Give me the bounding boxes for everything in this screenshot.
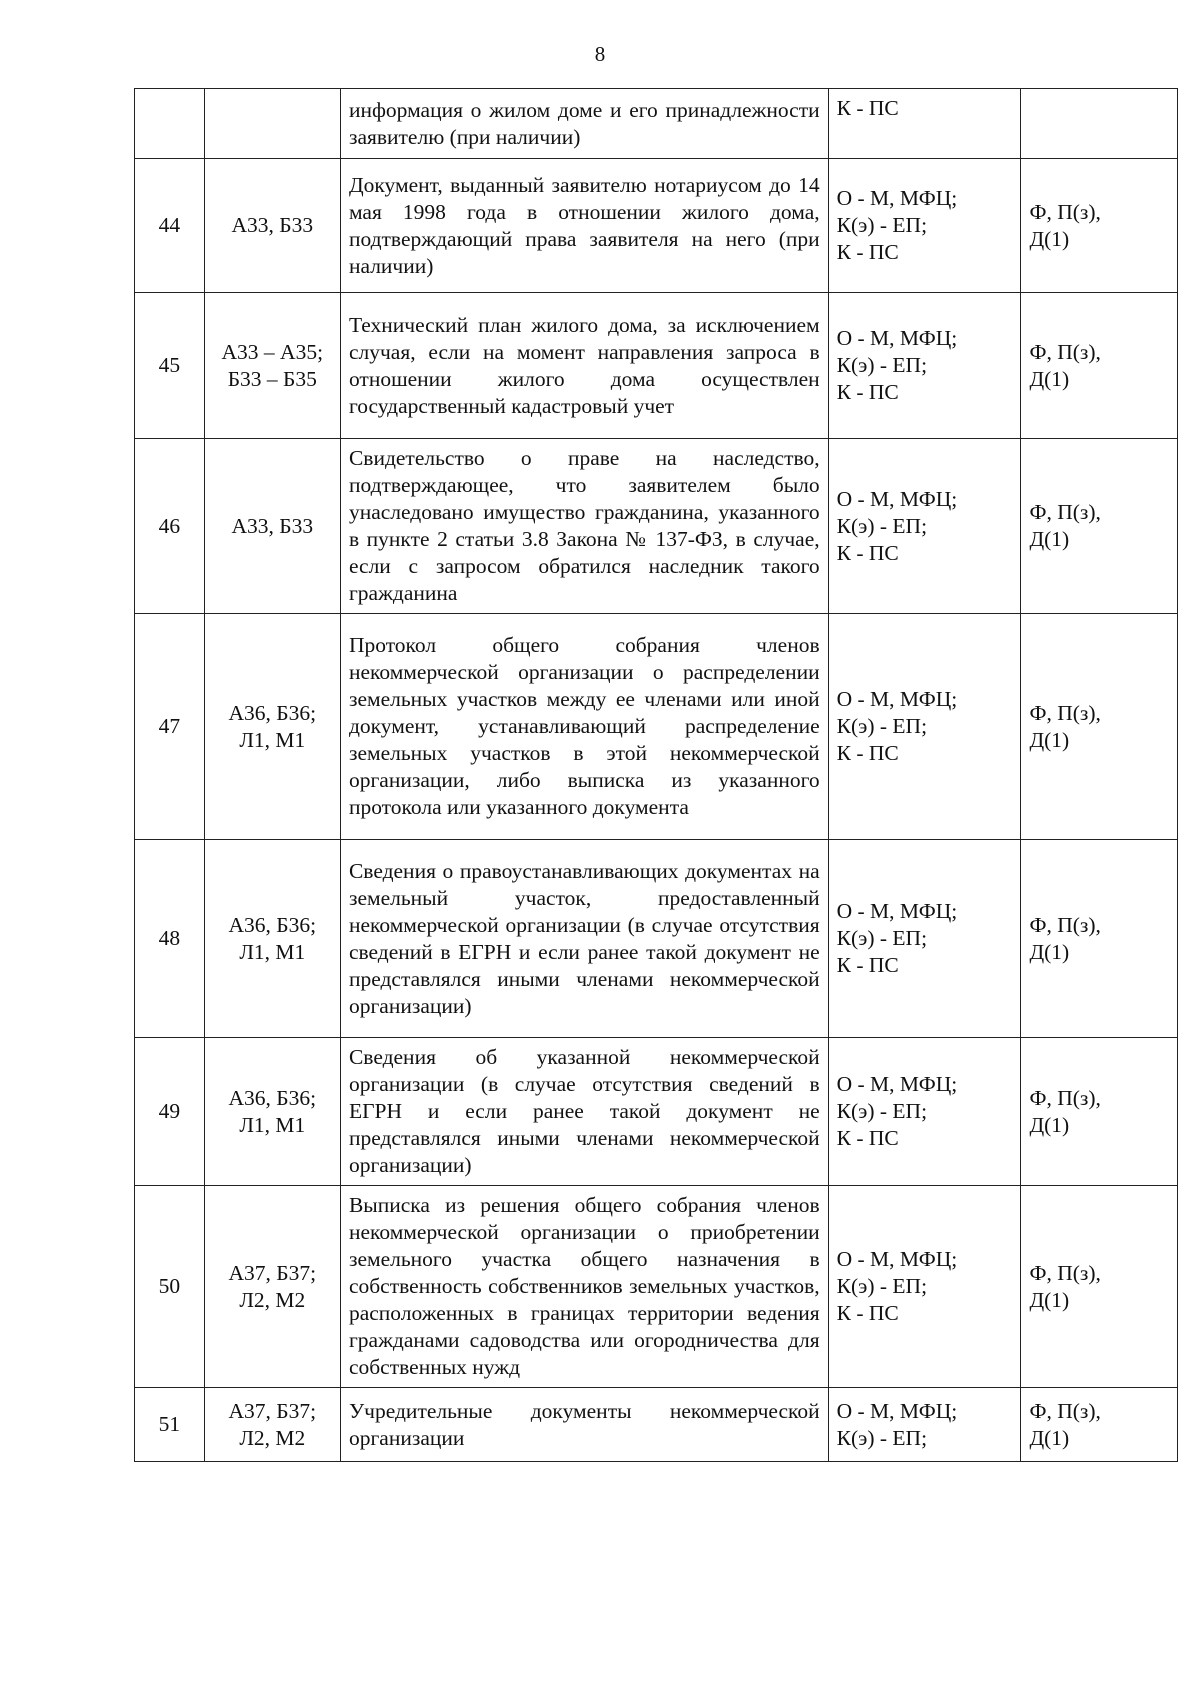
row-code	[204, 614, 340, 840]
code-line: А33, Б33	[231, 513, 314, 538]
row-document-type	[1021, 439, 1178, 614]
row-document-type	[1021, 1038, 1178, 1186]
row-description: Технический план жилого дома, за исключением случая, если на момент направления запроса в отношении жилого дома осуществлен государственный кадастровый учет	[340, 293, 828, 439]
row-description: Свидетельство о праве на наследство, подтверждающее, что заявителем было унаследовано имущество гражданина, указанного в пункте 2 статьи 3.8 Закона № 137-ФЗ, в случае, если с запросом обратился наследник такого гражданина	[340, 439, 828, 614]
form-line: К - ПС	[836, 1301, 899, 1325]
code-line: А37, Б37;	[228, 1260, 317, 1285]
row-description: Протокол общего собрания членов некоммерческой организации о распределении земельных участков между ее членами или иной документ, устанавливающий распределение земельных участков в этой некоммерческой организации, либо выписка из указанного протокола или указанного документа	[340, 614, 828, 840]
type-line: Д(1)	[1029, 527, 1070, 551]
type-line: Д(1)	[1029, 1112, 1070, 1137]
table-row	[135, 89, 1178, 159]
row-submission-form	[828, 1388, 1021, 1462]
table-row	[135, 1186, 1178, 1388]
row-number: 45	[135, 293, 205, 439]
row-number	[135, 89, 205, 159]
form-line: О - М, МФЦ;	[836, 687, 958, 711]
row-number: 51	[135, 1388, 205, 1462]
table-row	[135, 1038, 1178, 1186]
code-line: Б33 – Б35	[227, 366, 317, 391]
table-row	[135, 293, 1178, 439]
table-row	[135, 1388, 1178, 1462]
form-line: К - ПС	[836, 240, 899, 264]
form-line: К(э) - ЕП;	[836, 714, 928, 738]
row-code	[204, 840, 340, 1038]
type-line: Ф, П(з),	[1029, 1398, 1101, 1423]
form-line: К(э) - ЕП;	[836, 513, 928, 538]
row-code	[204, 159, 340, 293]
type-line: Д(1)	[1029, 366, 1070, 391]
type-line: Д(1)	[1029, 1425, 1070, 1450]
form-line: О - М, МФЦ;	[836, 326, 958, 350]
form-line: О - М, МФЦ;	[836, 1072, 958, 1096]
code-line: А33 – А35;	[221, 339, 324, 364]
row-code	[204, 1388, 340, 1462]
code-line: А33, Б33	[231, 213, 314, 237]
form-line: К - ПС	[836, 540, 899, 565]
code-line: Л2, М2	[239, 1287, 306, 1312]
row-submission-form	[828, 614, 1021, 840]
row-submission-form	[828, 159, 1021, 293]
type-line: Ф, П(з),	[1029, 912, 1101, 937]
type-line: Ф, П(з),	[1029, 199, 1101, 224]
row-code	[204, 293, 340, 439]
row-document-type	[1021, 1186, 1178, 1388]
form-line: К(э) - ЕП;	[836, 353, 928, 377]
form-line: О - М, МФЦ;	[836, 899, 958, 923]
row-code	[204, 439, 340, 614]
type-line: Д(1)	[1029, 226, 1070, 251]
row-submission-form	[828, 1038, 1021, 1186]
type-line: Д(1)	[1029, 1287, 1070, 1312]
row-number: 50	[135, 1186, 205, 1388]
code-line: Л2, М2	[239, 1425, 306, 1450]
row-document-type	[1021, 1388, 1178, 1462]
row-number: 48	[135, 840, 205, 1038]
row-description: Учредительные документы некоммерческой организации	[340, 1388, 828, 1462]
type-line: Ф, П(з),	[1029, 339, 1101, 364]
row-submission-form	[828, 439, 1021, 614]
row-description: Документ, выданный заявителю нотариусом до 14 мая 1998 года в отношении жилого дома, подтверждающий права заявителя на него (при наличии)	[340, 159, 828, 293]
row-description: информация о жилом доме и его принадлежности заявителю (при наличии)	[340, 89, 828, 159]
table-row	[135, 614, 1178, 840]
form-line: К - ПС	[836, 1126, 899, 1150]
form-line: К - ПС	[836, 741, 899, 765]
table-row	[135, 439, 1178, 614]
row-description: Выписка из решения общего собрания членов некоммерческой организации о приобретении земельного участка общего назначения в собственность собственников земельных участков, расположенных в границах территории ведения гражданами садоводства или огородничества для собственных нужд	[340, 1186, 828, 1388]
code-line: А36, Б36;	[228, 912, 317, 937]
type-line: Д(1)	[1029, 939, 1070, 964]
row-submission-form	[828, 89, 1021, 159]
page-number: 8	[594, 42, 606, 66]
row-code	[204, 1186, 340, 1388]
type-line: Д(1)	[1029, 727, 1070, 752]
table-row	[135, 159, 1178, 293]
row-description: Сведения об указанной некоммерческой организации (в случае отсутствия сведений в ЕГРН и если ранее такой документ не представлялся иными членами некоммерческой организации)	[340, 1038, 828, 1186]
row-code	[204, 89, 340, 159]
form-line: К - ПС	[836, 953, 899, 977]
row-code	[204, 1038, 340, 1186]
type-line: Ф, П(з),	[1029, 700, 1101, 725]
form-line: К(э) - ЕП;	[836, 1099, 928, 1123]
form-line: К(э) - ЕП;	[836, 1425, 928, 1450]
row-description: Сведения о правоустанавливающих документах на земельный участок, предоставленный некоммерческой организации (в случае отсутствия сведений в ЕГРН и если ранее такой документ не представлялся иными членами некоммерческой организации)	[340, 840, 828, 1038]
row-submission-form	[828, 293, 1021, 439]
row-submission-form	[828, 840, 1021, 1038]
row-number: 49	[135, 1038, 205, 1186]
code-line: А36, Б36;	[228, 700, 317, 725]
code-line: Л1, М1	[239, 1112, 306, 1137]
form-line: О - М, МФЦ;	[836, 1398, 958, 1423]
row-document-type	[1021, 614, 1178, 840]
code-line: А36, Б36;	[228, 1085, 317, 1110]
form-line: О - М, МФЦ;	[836, 186, 958, 210]
code-line: Л1, М1	[239, 727, 306, 752]
form-line: К(э) - ЕП;	[836, 1274, 928, 1298]
form-line: К - ПС	[836, 96, 899, 120]
code-line: А37, Б37;	[228, 1398, 317, 1423]
form-line: К(э) - ЕП;	[836, 213, 928, 237]
row-number: 46	[135, 439, 205, 614]
form-line: К - ПС	[836, 380, 899, 404]
form-line: К(э) - ЕП;	[836, 926, 928, 950]
row-document-type	[1021, 840, 1178, 1038]
table-row	[135, 840, 1178, 1038]
row-document-type	[1021, 293, 1178, 439]
form-line: О - М, МФЦ;	[836, 486, 958, 511]
documents-table	[134, 88, 1178, 1462]
form-line: О - М, МФЦ;	[836, 1247, 958, 1271]
row-submission-form	[828, 1186, 1021, 1388]
code-line: Л1, М1	[239, 939, 306, 964]
row-document-type	[1021, 159, 1178, 293]
row-document-type	[1021, 89, 1178, 159]
row-number: 44	[135, 159, 205, 293]
type-line: Ф, П(з),	[1029, 1260, 1101, 1285]
type-line: Ф, П(з),	[1029, 1085, 1101, 1110]
row-number: 47	[135, 614, 205, 840]
type-line: Ф, П(з),	[1029, 500, 1101, 524]
